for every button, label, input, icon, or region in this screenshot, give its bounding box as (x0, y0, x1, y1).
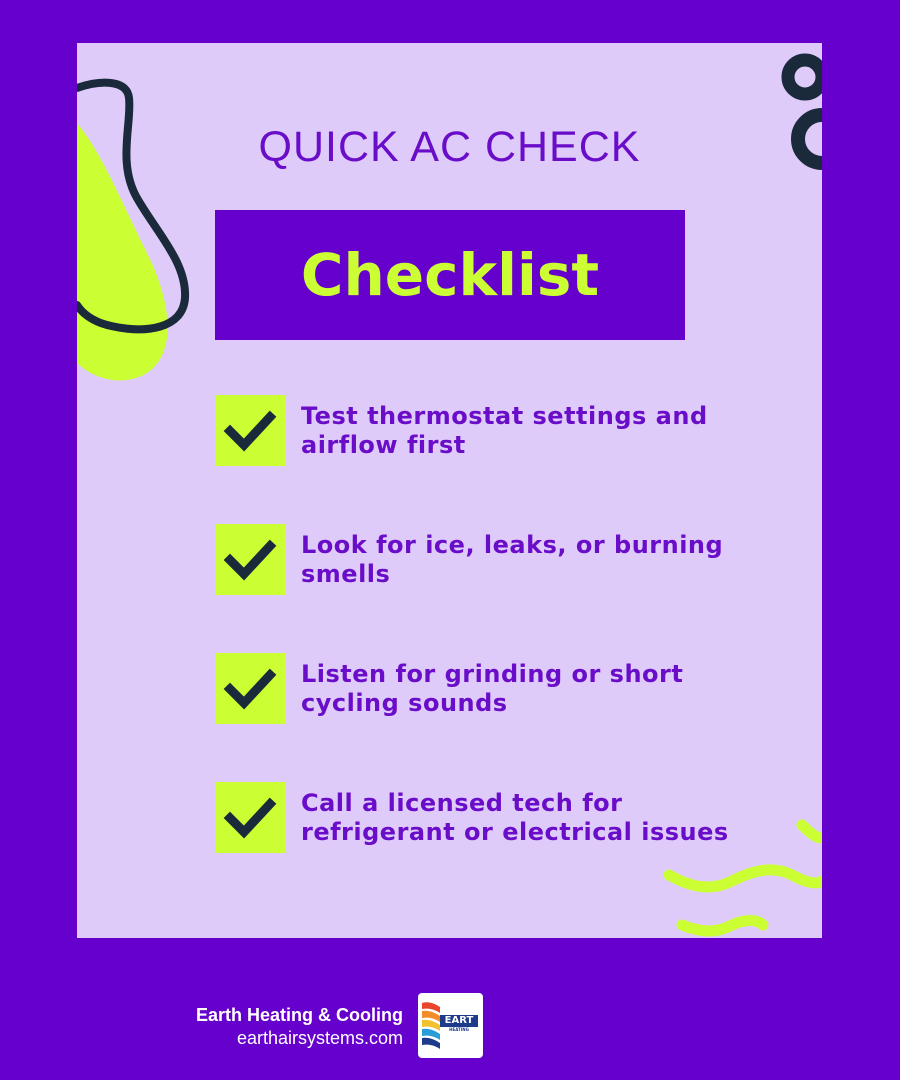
title-banner (215, 210, 685, 340)
checklist-item (215, 395, 775, 467)
lime-squiggle-shape (669, 870, 822, 887)
brand-name: Earth Heating & Cooling (196, 1005, 403, 1025)
banner-title: Checklist (300, 241, 600, 309)
eyebrow-title: QUICK AC CHECK (258, 123, 641, 171)
checkbox-checked[interactable] (215, 653, 286, 724)
checkmark-icon (215, 782, 286, 853)
checklist-item-label: Call a licensed tech for refrigerant or electrical issues (301, 789, 729, 846)
checklist-item-label: Test thermostat settings and airflow first (301, 402, 708, 459)
logo-wordmark: EART (440, 1015, 478, 1027)
checkmark-icon (215, 653, 286, 724)
logo-subtext: HEATING (442, 1027, 476, 1032)
dark-ring-shape (788, 60, 822, 94)
footer-brand-block (150, 1004, 403, 1050)
checklist-card (77, 43, 822, 938)
checklist-item (215, 653, 775, 725)
checklist-item-label: Listen for grinding or short cycling sounds (301, 660, 684, 717)
checkbox-checked[interactable] (215, 524, 286, 595)
checkmark-icon (215, 395, 286, 466)
checklist-item-label: Look for ice, leaks, or burning smells (301, 531, 724, 588)
lime-squiggle-shape (802, 825, 822, 838)
checklist-item (215, 524, 775, 596)
checklist-item (215, 782, 775, 854)
checkmark-icon (215, 524, 286, 595)
checkbox-checked[interactable] (215, 782, 286, 853)
lime-squiggle-shape (682, 921, 763, 932)
company-logo[interactable] (418, 993, 483, 1058)
website-link[interactable]: earthairsystems.com (236, 1028, 403, 1048)
checkbox-checked[interactable] (215, 395, 286, 466)
